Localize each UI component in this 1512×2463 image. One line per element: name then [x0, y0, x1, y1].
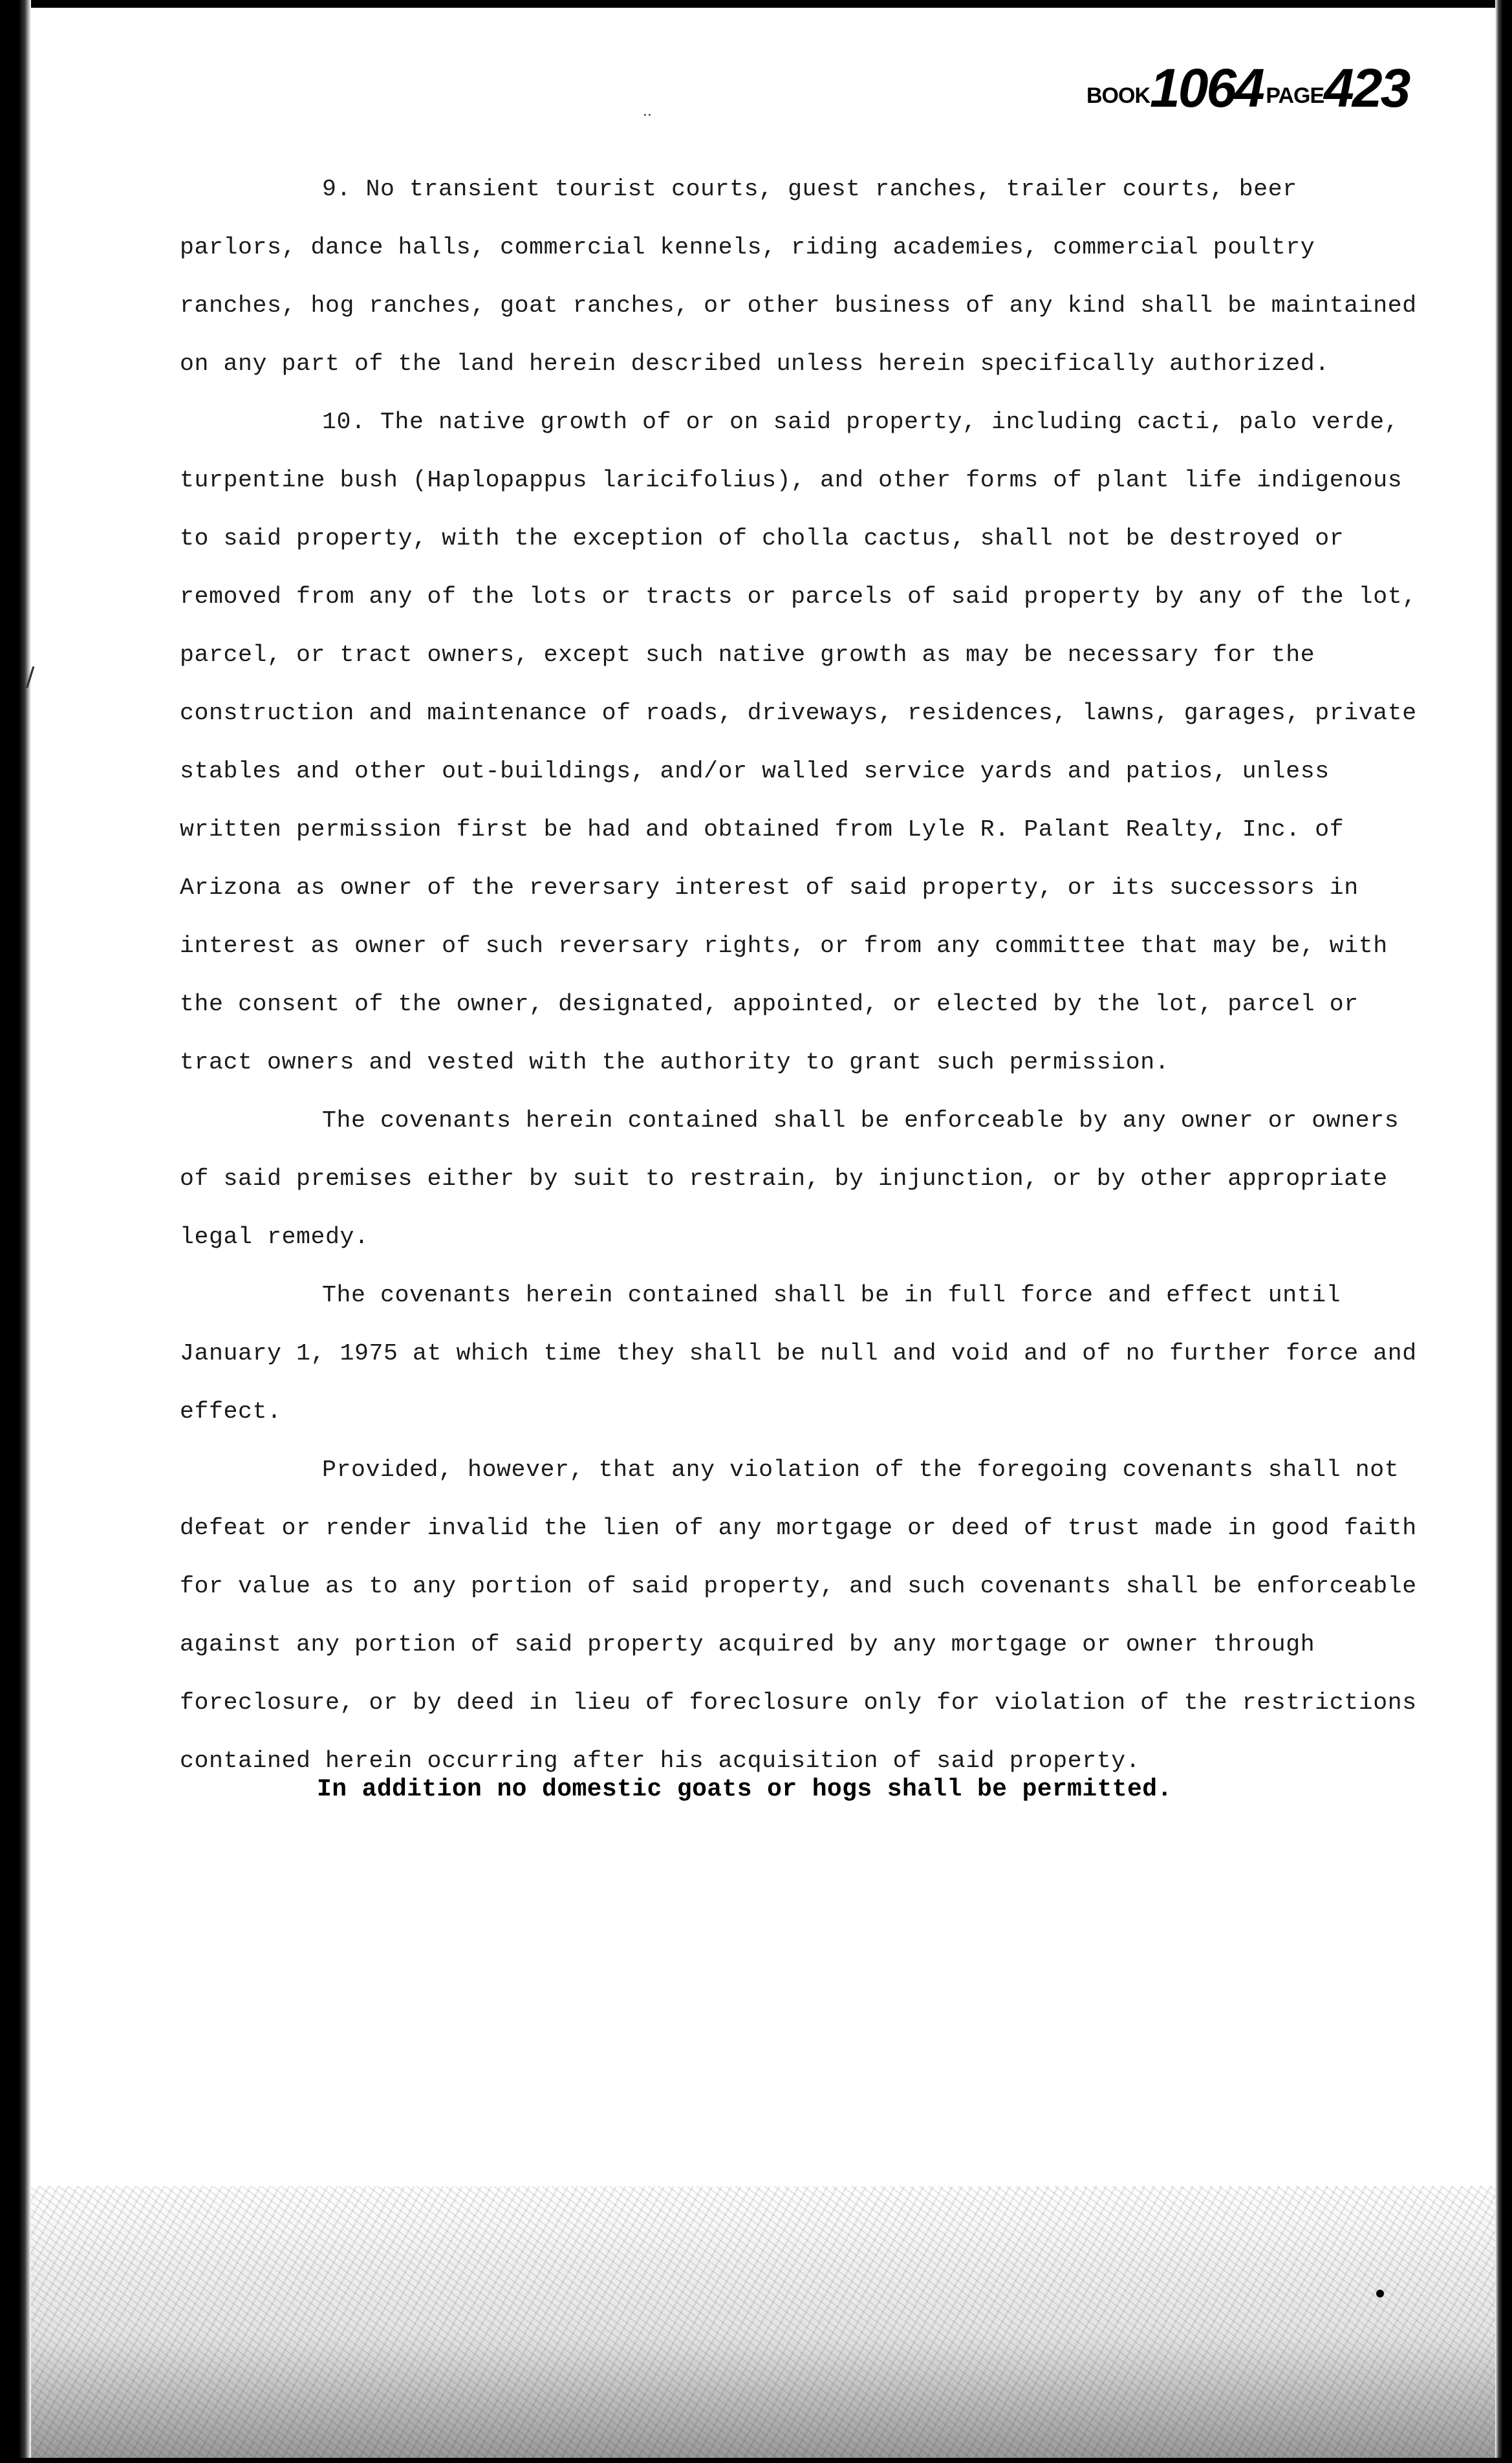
paragraph-proviso: Provided, however, that any violation of the foregoing covenants shall not defeat or render invalid the lien of any mortgage or deed of trust made in good faith for value as to any portion of said property, and such covenants shall be enforceable against any portion of said property acquired by any mortgage or owner through foreclosure, or by deed in lieu of foreclosure only for violation of the restrictions contained herein occurring after his acquisition of said property. [180, 1457, 1417, 1774]
scan-noise [31, 2186, 1495, 2458]
margin-mark: / [26, 662, 35, 692]
document-body [180, 160, 1421, 1790]
book-page-stamp [1086, 57, 1409, 120]
paragraph-duration: The covenants herein contained shall be in full force and effect until January 1, 1975 at which time they shall be null and void and of no further force and effect. [180, 1282, 1417, 1425]
scan-mark: .. [643, 103, 652, 120]
page-number: 423 [1324, 58, 1409, 118]
scan-border-top [0, 0, 1512, 8]
paragraph-10: 10. The native growth of or on said property, including cacti, palo verde, turpentine bush (Haplopappus laricifolius), and other forms of plant life indigenous to said property, with the exception of cholla cactus, shall not be destroyed or removed from any of the lots or tracts or parcels of said property by any of the lot, parcel, or tract owners, except such native growth as may be necessary for the construction and maintenance of roads, driveways, residences, lawns, garages, private stables and other out-buildings, and/or walled service yards and patios, unless written permission first be had and obtained from Lyle R. Palant Realty, Inc. of Arizona as owner of the reversary interest of said property, or its successors in interest as owner of such reversary rights, or from any committee that may be, with the consent of the owner, designated, appointed, or elected by the lot, parcel or tract owners and vested with the authority to grant such permission. [180, 409, 1417, 1076]
paragraph-9: 9. No transient tourist courts, guest ranches, trailer courts, beer parlors, dance halls, commercial kennels, riding academies, commercial poultry ranches, hog ranches, goat ranches, or other business of any kind shall be maintained on any part of the land herein described unless herein specifically authorized. [180, 176, 1417, 377]
paragraph-enforcement: The covenants herein contained shall be enforceable by any owner or owners of said premises either by suit to restrain, by injunction, or by other appropriate legal remedy. [180, 1107, 1399, 1250]
book-number: 1064 [1150, 58, 1263, 118]
closing-statement: In addition no domestic goats or hogs shall be permitted. [317, 1775, 1172, 1803]
scan-speck [1376, 2290, 1384, 2297]
book-label: BOOK [1086, 83, 1150, 108]
scan-border-bottom [0, 2458, 1512, 2463]
scan-border-right [1495, 0, 1512, 2463]
scan-border-left [0, 0, 31, 2463]
page-label: PAGE [1266, 83, 1324, 108]
